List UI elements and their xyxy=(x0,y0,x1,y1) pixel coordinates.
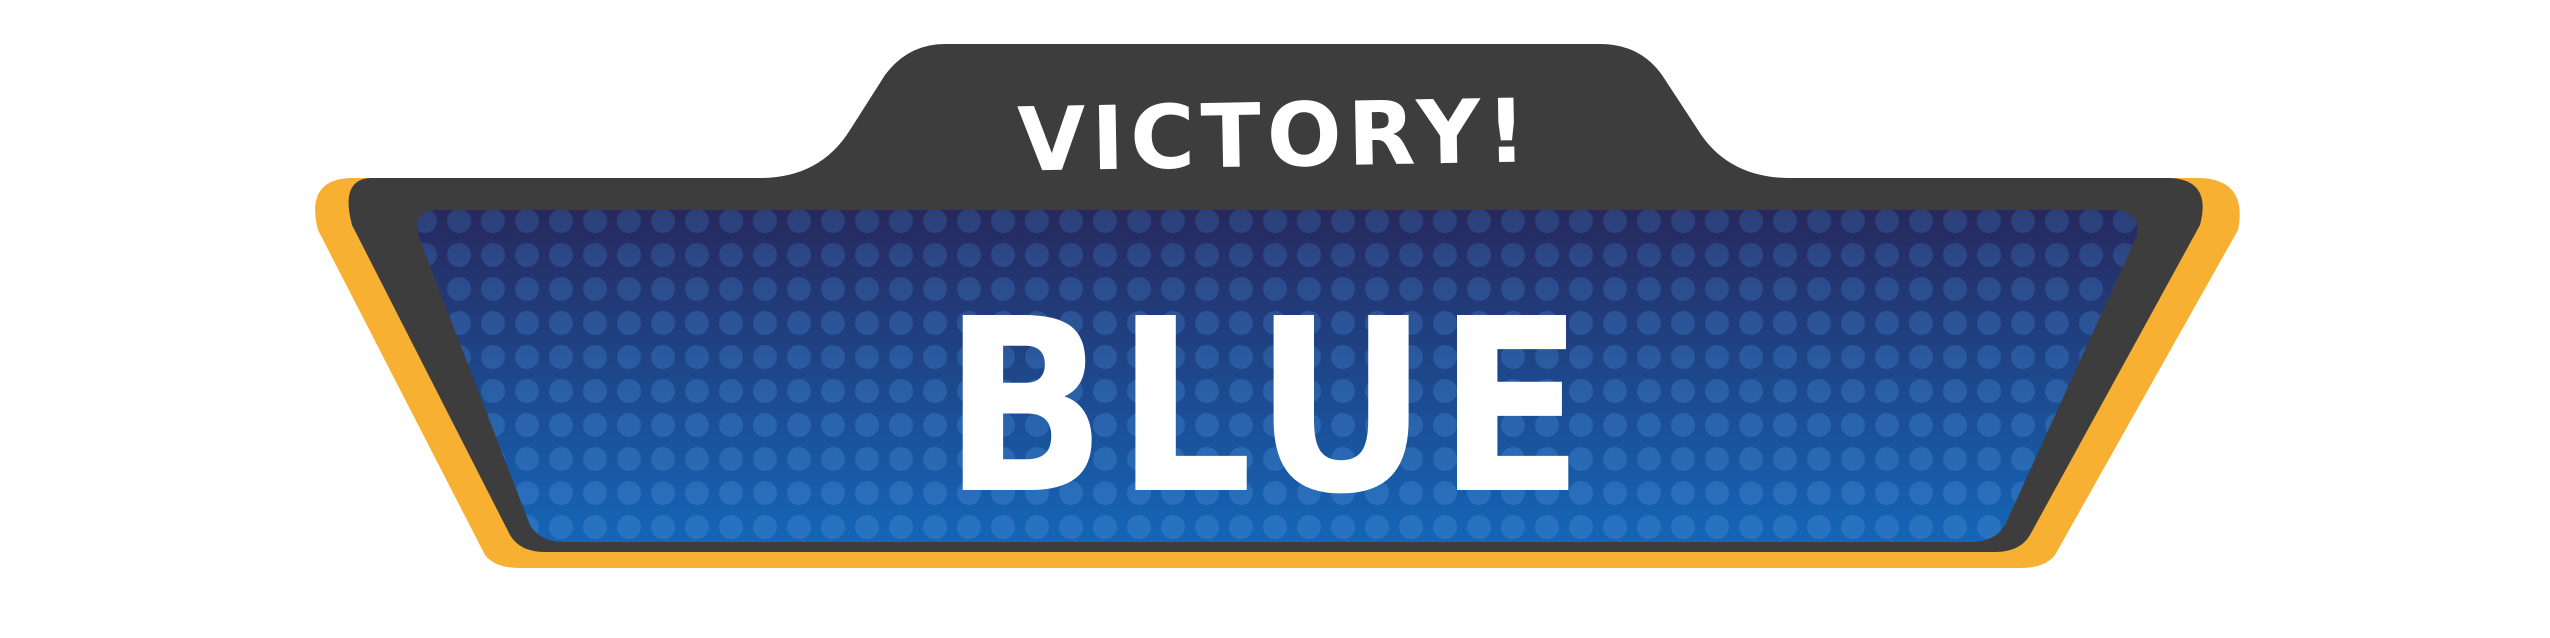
victory-heading: VICTORY! xyxy=(1016,79,1534,192)
winner-name: BLUE xyxy=(943,267,1593,547)
